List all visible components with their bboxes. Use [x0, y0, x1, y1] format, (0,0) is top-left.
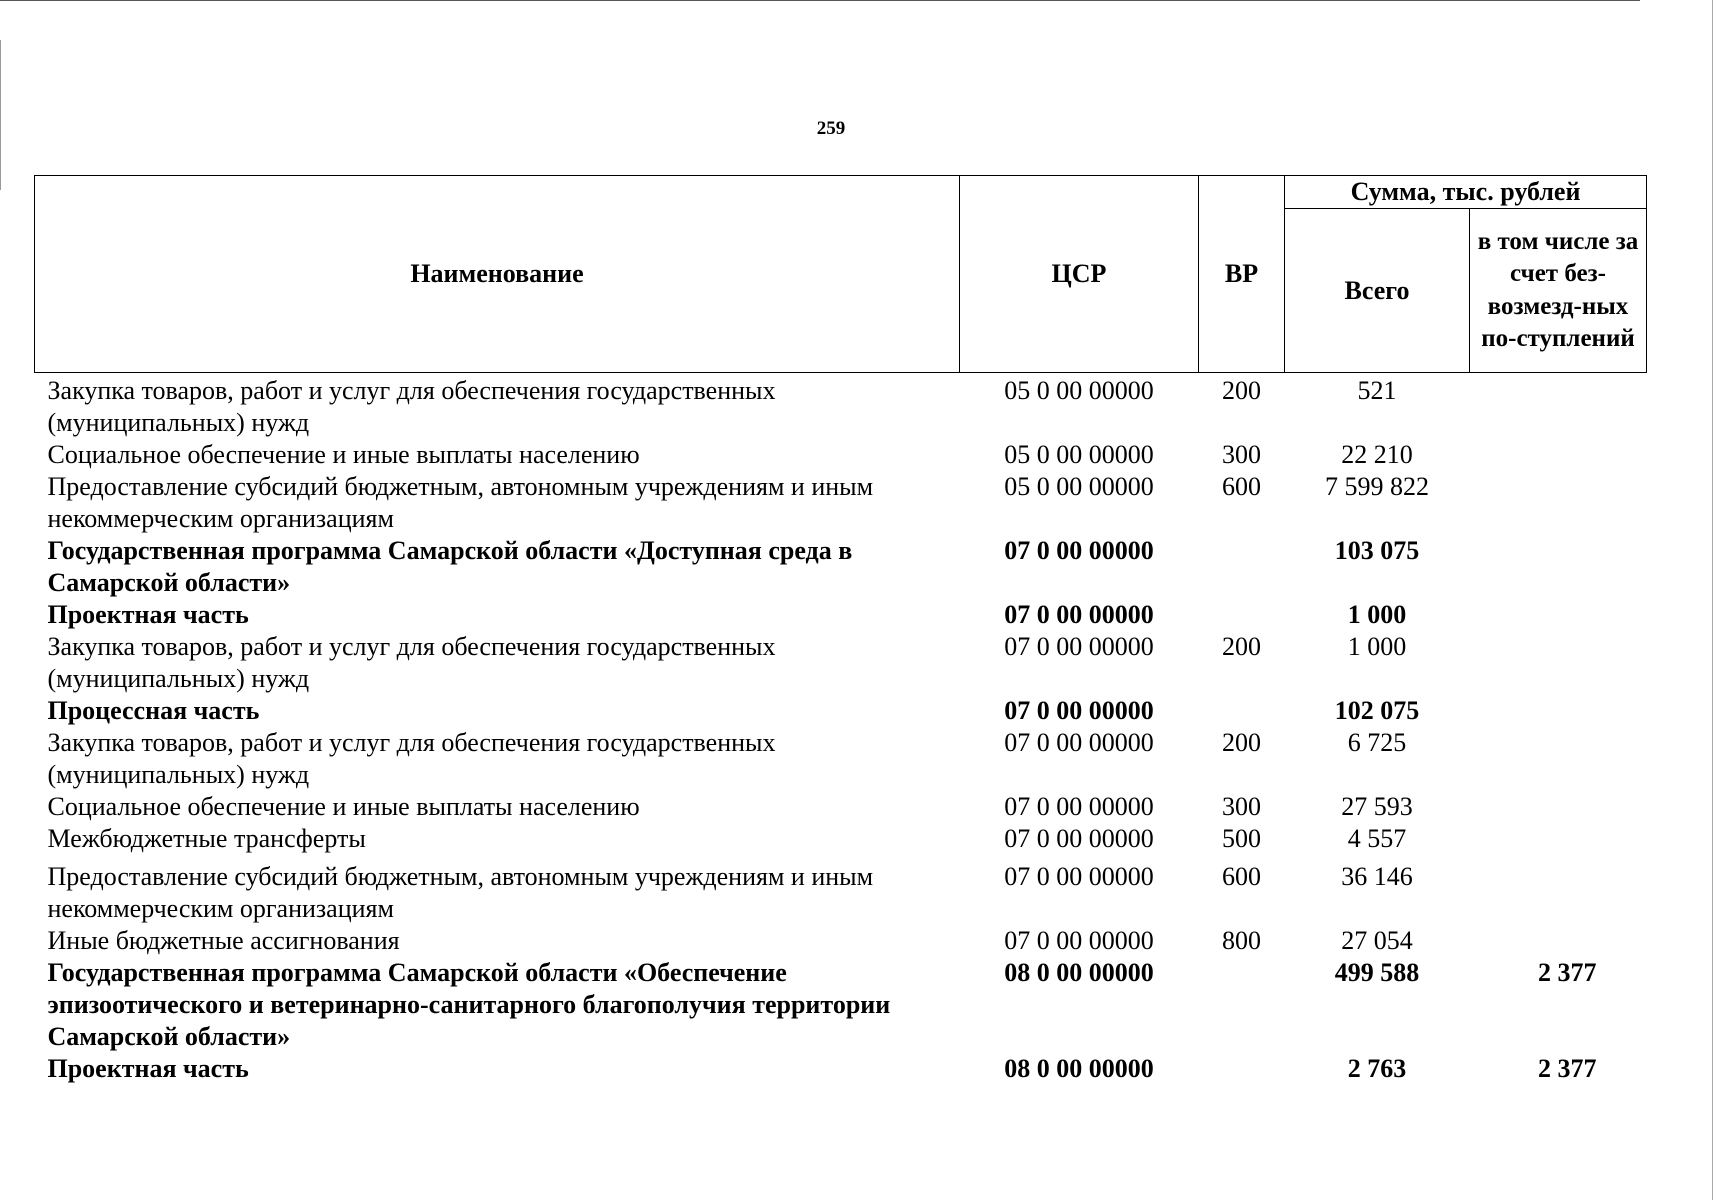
row-total: 1 000	[1347, 632, 1407, 661]
header-vr: ВР	[1199, 176, 1285, 373]
row-csr: 08 0 00 00000	[1004, 1054, 1154, 1083]
row-csr: 07 0 00 00000	[1004, 632, 1154, 661]
row-name: Государственная программа Самарской области «Обеспечение эпизоотического и ветеринарно-санитарного благополучия территории Самарской области»	[47, 958, 891, 1051]
table-row-program	[35, 957, 1647, 1053]
header-total: Всего	[1285, 209, 1470, 373]
table-row-program	[35, 535, 1647, 599]
top-rule	[0, 0, 1640, 1]
row-incl	[1470, 439, 1647, 471]
row-csr: 07 0 00 00000	[1004, 536, 1154, 565]
row-name: Проектная часть	[47, 600, 249, 629]
row-vr: 800	[1222, 926, 1261, 955]
row-total: 7 599 822	[1325, 472, 1429, 501]
row-incl	[1470, 791, 1647, 823]
row-csr: 07 0 00 00000	[1004, 792, 1154, 821]
row-csr: 05 0 00 00000	[1004, 376, 1154, 405]
row-name: Предоставление субсидий бюджетным, автономным учреждениям и иным некоммерческим организациям	[47, 472, 874, 533]
row-vr	[1199, 695, 1285, 727]
row-name: Социальное обеспечение и иные выплаты населению	[47, 792, 640, 821]
row-total: 102 075	[1334, 696, 1420, 725]
budget-table-container	[34, 175, 1646, 1085]
row-vr: 600	[1222, 472, 1261, 501]
row-incl	[1470, 373, 1647, 440]
row-incl	[1470, 599, 1647, 631]
row-vr: 300	[1222, 440, 1261, 469]
row-vr: 300	[1222, 792, 1261, 821]
table-row-section	[35, 695, 1647, 727]
row-name: Процессная часть	[47, 696, 260, 725]
left-margin-rule	[0, 40, 1, 190]
row-incl	[1470, 471, 1647, 535]
row-incl	[1470, 727, 1647, 791]
row-total: 27 054	[1341, 926, 1413, 955]
header-incl: в том числе за счет без-возмезд-ных по-ступлений	[1470, 209, 1647, 373]
table-row	[35, 925, 1647, 957]
header-sum: Сумма, тыс. рублей	[1285, 176, 1647, 209]
table-row	[35, 855, 1647, 925]
table-row	[35, 373, 1647, 440]
row-csr: 05 0 00 00000	[1004, 440, 1154, 469]
row-incl: 2 377	[1538, 958, 1597, 987]
row-name: Социальное обеспечение и иные выплаты населению	[47, 440, 640, 469]
row-total: 521	[1357, 376, 1397, 405]
row-vr	[1199, 1053, 1285, 1085]
row-csr: 07 0 00 00000	[1004, 926, 1154, 955]
row-name: Закупка товаров, работ и услуг для обеспечения государственных (муниципальных) нужд	[47, 728, 776, 789]
row-total: 1 000	[1347, 600, 1407, 629]
row-name: Государственная программа Самарской области «Доступная среда в Самарской области»	[47, 536, 853, 597]
row-incl	[1470, 631, 1647, 695]
table-row	[35, 823, 1647, 855]
row-incl	[1470, 823, 1647, 855]
row-csr: 07 0 00 00000	[1004, 728, 1154, 757]
table-row	[35, 439, 1647, 471]
row-incl	[1470, 535, 1647, 599]
row-name: Иные бюджетные ассигнования	[47, 926, 400, 955]
row-vr	[1199, 957, 1285, 1053]
row-vr: 200	[1222, 728, 1261, 757]
row-total: 22 210	[1341, 440, 1413, 469]
table-body	[35, 373, 1647, 1086]
row-vr: 200	[1222, 376, 1261, 405]
row-csr: 07 0 00 00000	[1004, 862, 1154, 891]
table-row-section	[35, 599, 1647, 631]
row-total: 6 725	[1347, 728, 1407, 757]
row-incl	[1470, 695, 1647, 727]
budget-table	[34, 175, 1647, 1085]
row-incl	[1470, 855, 1647, 925]
table-row	[35, 727, 1647, 791]
row-csr: 05 0 00 00000	[1004, 472, 1154, 501]
row-vr	[1199, 599, 1285, 631]
row-total: 2 763	[1347, 1054, 1407, 1083]
row-total: 499 588	[1334, 958, 1420, 987]
page-number: 259	[816, 118, 846, 139]
row-vr: 500	[1222, 824, 1261, 853]
row-total: 36 146	[1341, 862, 1413, 891]
header-csr: ЦСР	[960, 176, 1199, 373]
table-row	[35, 791, 1647, 823]
table-header	[35, 176, 1647, 373]
row-vr: 200	[1222, 632, 1261, 661]
row-csr: 08 0 00 00000	[1004, 958, 1154, 987]
row-incl	[1470, 925, 1647, 957]
table-row-section	[35, 1053, 1647, 1085]
row-total: 4 557	[1347, 824, 1407, 853]
row-name: Предоставление субсидий бюджетным, автономным учреждениям и иным некоммерческим организациям	[47, 862, 874, 923]
row-incl: 2 377	[1538, 1054, 1597, 1083]
row-name: Закупка товаров, работ и услуг для обеспечения государственных (муниципальных) нужд	[47, 376, 776, 437]
row-total: 27 593	[1341, 792, 1413, 821]
row-vr: 600	[1222, 862, 1261, 891]
row-csr: 07 0 00 00000	[1004, 600, 1154, 629]
row-total: 103 075	[1334, 536, 1420, 565]
row-vr	[1199, 535, 1285, 599]
right-margin-rule	[1712, 0, 1713, 1200]
row-name: Проектная часть	[47, 1054, 249, 1083]
table-row	[35, 631, 1647, 695]
row-name: Межбюджетные трансферты	[47, 824, 366, 853]
header-name: Наименование	[35, 176, 960, 373]
table-row	[35, 471, 1647, 535]
row-name: Закупка товаров, работ и услуг для обеспечения государственных (муниципальных) нужд	[47, 632, 776, 693]
row-csr: 07 0 00 00000	[1004, 696, 1154, 725]
row-csr: 07 0 00 00000	[1004, 824, 1154, 853]
